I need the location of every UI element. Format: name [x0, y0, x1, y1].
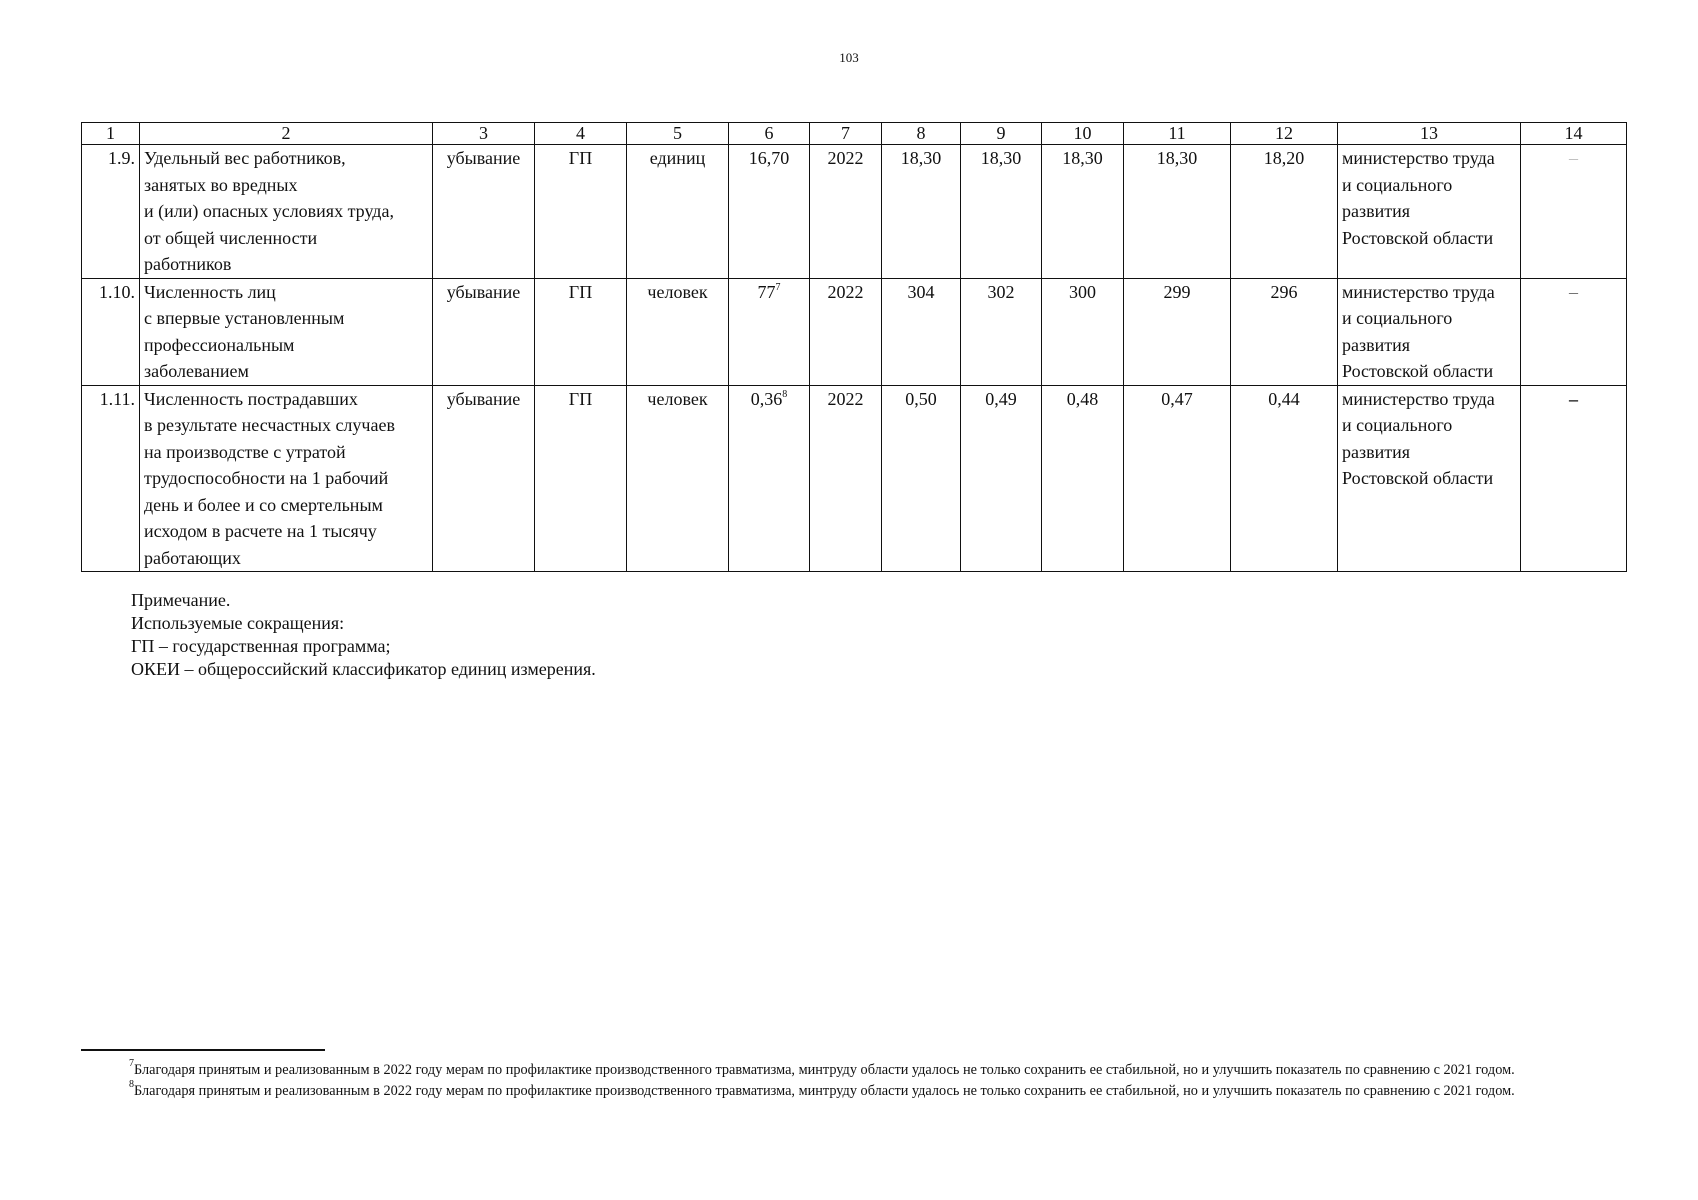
- base-year-cell: 2022: [810, 385, 882, 572]
- indicator-name-line: Численность лиц: [144, 281, 276, 302]
- indicator-name-line: профессиональным: [144, 334, 295, 355]
- indicator-name-line: на производстве с утратой: [144, 441, 346, 462]
- row-number: 1.11.: [82, 385, 140, 572]
- footnote-ref: 8: [782, 388, 788, 400]
- footnote-mark: 7: [129, 1058, 134, 1069]
- column-header: 11: [1124, 123, 1231, 145]
- base-value: 0,36: [750, 388, 783, 409]
- indicator-name-line: заболеванием: [144, 361, 249, 381]
- col14-cell: –: [1521, 278, 1627, 385]
- indicator-name-line: занятых во вредных: [144, 174, 298, 195]
- responsible-cell: [1338, 385, 1521, 572]
- value-cell: 296: [1231, 278, 1338, 385]
- base-value-cell: [729, 278, 810, 385]
- column-header: 10: [1042, 123, 1124, 145]
- notes-title: Примечание.: [131, 590, 231, 610]
- indicator-name: [140, 278, 433, 385]
- indicator-name-line: Удельный вес работников,: [144, 148, 346, 168]
- footnote-text: Благодаря принятым и реализованным в 2022 году мерам по профилактике производственного травматизма, минтруду области удалось не только сохранить ее стабильной, но и улучшить показатель по сравнению с 2021 годом.: [134, 1082, 1515, 1099]
- indicators-table: [81, 122, 1627, 572]
- indicator-name-line: Численность пострадавших: [144, 388, 358, 409]
- value-cell: 299: [1124, 278, 1231, 385]
- footnotes-block: [81, 1060, 1626, 1101]
- column-header: 13: [1338, 123, 1521, 145]
- value-cell: 18,20: [1231, 145, 1338, 279]
- base-value-cell: [729, 145, 810, 279]
- base-value: 77: [757, 281, 776, 302]
- value-cell: 0,48: [1042, 385, 1124, 572]
- value-cell: 0,50: [882, 385, 961, 572]
- notes-line: ОКЕИ – общероссийский классификатор единиц измерения.: [131, 659, 596, 679]
- column-header: 4: [535, 123, 627, 145]
- value-cell: 18,30: [882, 145, 961, 279]
- indicator-name-line: в результате несчастных случаев: [144, 415, 395, 435]
- responsible-line: Ростовской области: [1342, 361, 1494, 381]
- row-number: 1.10.: [82, 278, 140, 385]
- indicator-name-line: работающих: [144, 547, 241, 568]
- value-cell: 302: [961, 278, 1042, 385]
- responsible-line: и социального: [1342, 174, 1453, 195]
- indicator-name-line: трудоспособности на 1 рабочий: [144, 468, 389, 488]
- indicator-name-line: исходом в расчете на 1 тысячу: [144, 521, 377, 541]
- indicator-name-line: работников: [144, 254, 232, 274]
- column-header: 9: [961, 123, 1042, 145]
- col14-cell: –: [1521, 385, 1627, 572]
- column-header: 8: [882, 123, 961, 145]
- type-cell: ГП: [535, 278, 627, 385]
- header-row: [82, 123, 1627, 145]
- value-cell: 18,30: [961, 145, 1042, 279]
- responsible-line: и социального: [1342, 415, 1453, 435]
- indicator-name-line: и (или) опасных условиях труда,: [144, 201, 394, 221]
- responsible-line: развития: [1342, 201, 1411, 221]
- col14-cell: –: [1521, 145, 1627, 279]
- column-header: 5: [627, 123, 729, 145]
- table-row: [82, 278, 1627, 385]
- responsible-line: министерство труда: [1342, 148, 1495, 168]
- table-row: [82, 385, 1627, 572]
- column-header: 6: [729, 123, 810, 145]
- footnote-text: Благодаря принятым и реализованным в 2022 году мерам по профилактике производственного травматизма, минтруду области удалось не только сохранить ее стабильной, но и улучшить показатель по сравнению с 2021 годом.: [134, 1062, 1515, 1078]
- responsible-line: Ростовской области: [1342, 468, 1494, 488]
- value-cell: 300: [1042, 278, 1124, 385]
- responsible-line: министерство труда: [1342, 281, 1495, 302]
- responsible-line: Ростовской области: [1342, 227, 1494, 248]
- column-header: 12: [1231, 123, 1338, 145]
- unit-cell: единиц: [627, 145, 729, 279]
- responsible-line: и социального: [1342, 308, 1453, 328]
- indicator-name-line: с впервые установленным: [144, 308, 345, 328]
- responsible-line: министерство труда: [1342, 388, 1495, 409]
- responsible-cell: [1338, 278, 1521, 385]
- indicator-name-line: день и более и со смертельным: [144, 494, 383, 515]
- page-number: 103: [839, 50, 859, 65]
- responsible-cell: [1338, 145, 1521, 279]
- type-cell: ГП: [535, 385, 627, 572]
- column-header: 3: [433, 123, 535, 145]
- row-number: 1.9.: [82, 145, 140, 279]
- value-cell: 0,44: [1231, 385, 1338, 572]
- notes-line: Используемые сокращения:: [131, 613, 345, 633]
- unit-cell: человек: [627, 385, 729, 572]
- table-row: [82, 145, 1627, 279]
- type-cell: ГП: [535, 145, 627, 279]
- value-cell: 304: [882, 278, 961, 385]
- base-value: 16,70: [748, 148, 790, 168]
- notes-block: [131, 589, 596, 681]
- base-value-cell: [729, 385, 810, 572]
- unit-cell: человек: [627, 278, 729, 385]
- column-header: 7: [810, 123, 882, 145]
- notes-line: ГП – государственная программа;: [131, 636, 391, 656]
- value-cell: 0,49: [961, 385, 1042, 572]
- footnote: [81, 1078, 1626, 1102]
- footnote-separator: [81, 1049, 325, 1051]
- indicator-name: [140, 145, 433, 279]
- direction-cell: убывание: [433, 278, 535, 385]
- column-header: 1: [82, 123, 140, 145]
- indicator-name: [140, 385, 433, 572]
- base-year-cell: 2022: [810, 145, 882, 279]
- direction-cell: убывание: [433, 385, 535, 572]
- responsible-line: развития: [1342, 441, 1411, 462]
- footnote-mark: 8: [129, 1078, 134, 1090]
- base-year-cell: 2022: [810, 278, 882, 385]
- responsible-line: развития: [1342, 334, 1411, 355]
- direction-cell: убывание: [433, 145, 535, 279]
- value-cell: 0,47: [1124, 385, 1231, 572]
- column-header: 14: [1521, 123, 1627, 145]
- value-cell: 18,30: [1042, 145, 1124, 279]
- column-header: 2: [140, 123, 433, 145]
- footnote-ref: 7: [775, 281, 781, 293]
- footnote: [81, 1060, 1626, 1081]
- indicator-name-line: от общей численности: [144, 227, 318, 248]
- value-cell: 18,30: [1124, 145, 1231, 279]
